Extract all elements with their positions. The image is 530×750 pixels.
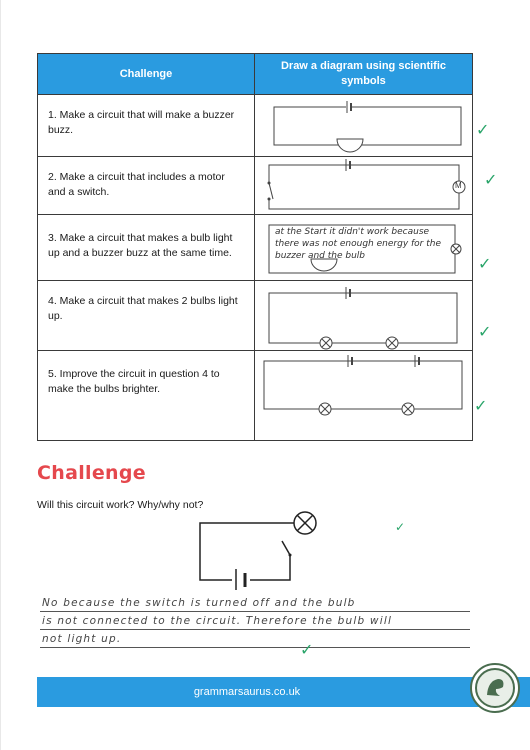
question-circuit-drawing [190,510,330,590]
tick-mark: ✓ [484,170,498,189]
answer-line [40,611,470,612]
buzzer-circuit-drawing [255,95,472,157]
table-header [38,54,472,94]
answer-text-line-3: not light up. [42,633,122,645]
tick-mark: ✓ [395,520,406,534]
logo [470,663,520,713]
row-4-text: 4. Make a circuit that makes 2 bulbs light up. [48,295,238,322]
answer-line [40,629,470,630]
row-1-text: 1. Make a circuit that will make a buzzer buzz. [48,109,235,136]
footer-bar [37,677,530,707]
tick-mark: ✓ [478,254,492,273]
tick-mark: ✓ [474,396,488,415]
row-1-diagram [255,95,472,157]
answer-text-line-2: is not connected to the circuit. Therefore the bulb will [42,615,393,627]
row-3-diagram [255,215,472,281]
motor-label: M [455,181,462,190]
two-bulb-circuit-drawing [255,281,472,351]
answer-text-line-1: No because the switch is turned off and the bulb [42,597,356,609]
table-row [38,94,472,157]
header-diagram: Draw a diagram using scientific symbols [280,60,447,87]
row-2-diagram [255,157,472,215]
row-3-text: 3. Make a circuit that makes a bulb light up and a buzzer buzz at the same time. [48,232,233,259]
answer-line [40,647,470,648]
row-5-text: 5. Improve the circuit in question 4 to make the bulbs brighter. [48,368,220,395]
table-row [38,214,472,281]
switch-symbol [282,541,290,555]
motor-circuit-drawing [255,157,472,215]
buzzer-symbol [337,139,363,152]
challenge-title: Challenge [37,462,146,484]
tick-mark: ✓ [478,322,492,341]
challenge-table [37,53,473,441]
handwritten-note: at the Start it didn't work because there was not enough energy for the buzzer and the bulb [275,227,442,261]
challenge-question: Will this circuit work? Why/why not? [37,499,204,511]
table-row [38,156,472,215]
improved-circuit-drawing [255,351,472,441]
table-row [38,280,472,351]
tick-mark: ✓ [476,120,490,139]
tick-mark: ✓ [300,640,314,659]
table-row [38,350,472,441]
row-2-text: 2. Make a circuit that includes a motor and a switch. [48,171,225,198]
row-5-diagram [255,351,472,441]
header-challenge: Challenge [119,67,173,80]
dinosaur-logo-icon [472,665,518,711]
row-4-diagram [255,281,472,351]
footer-url[interactable]: grammarsaurus.co.uk [193,686,301,698]
